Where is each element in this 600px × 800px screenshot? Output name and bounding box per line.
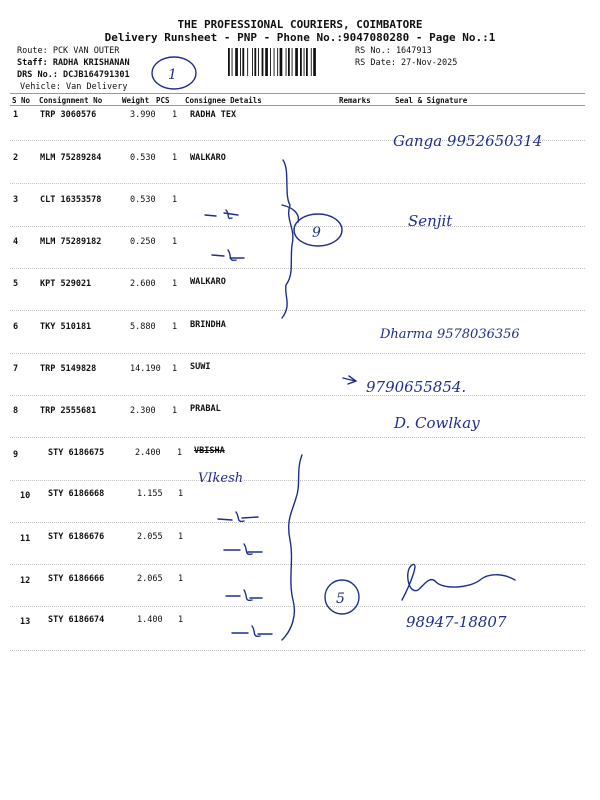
barcode-bar (286, 48, 287, 76)
staff-label: Staff: RADHA KRISHANAN (17, 58, 130, 68)
group1-count-text: 9 (312, 225, 321, 241)
row9-handwritten-name: VIkesh (198, 471, 244, 486)
row-divider (10, 183, 585, 184)
company-title: THE PROFESSIONAL COURIERS, COIMBATORE (177, 18, 423, 31)
signature-row12 (402, 564, 515, 600)
barcode-bar (313, 48, 316, 76)
row-weight: 2.400 (135, 448, 161, 458)
row-divider (10, 480, 585, 481)
barcode-bar (292, 48, 293, 76)
barcode-bar (277, 48, 278, 76)
ditto-mark (224, 544, 262, 554)
row-pcs: 1 (178, 489, 184, 499)
row-pcs: 1 (177, 448, 183, 458)
barcode-bar (262, 48, 264, 76)
barcode-bar (295, 48, 298, 76)
row-sno: 8 (13, 406, 19, 416)
row-pcs: 1 (172, 153, 178, 163)
barcode-bar (240, 48, 241, 76)
row-divider (10, 564, 585, 565)
row-consignment: TRP 5149828 (40, 364, 97, 374)
ditto-mark (218, 512, 258, 521)
row-consignee: PRABAL (190, 404, 221, 414)
barcode-bar (280, 48, 283, 76)
row-consignment: CLT 16353578 (40, 195, 102, 205)
row-consignment: KPT 529021 (40, 279, 92, 289)
row-sno: 7 (13, 364, 19, 374)
row3-signature: Senjit (408, 212, 453, 230)
row-consignment: STY 6186676 (48, 532, 105, 542)
col-header-pcs: PCS (156, 96, 170, 105)
row-divider (10, 522, 585, 523)
col-header-sno: S No (12, 96, 31, 105)
barcode-bar (274, 48, 275, 76)
row-divider (10, 437, 585, 438)
row-consignee: SUWI (190, 362, 211, 372)
row-weight: 5.880 (130, 322, 156, 332)
brace-tick (282, 205, 298, 222)
row-pcs: 1 (172, 237, 178, 247)
row-weight: 1.400 (137, 615, 163, 625)
row-consignment: STY 6186675 (48, 448, 105, 458)
row-consignment: TRP 2555681 (40, 406, 97, 416)
row-consignee: VBISHA (194, 446, 225, 456)
row-consignment: MLM 75289182 (40, 237, 102, 247)
row-sno: 2 (13, 153, 19, 163)
ditto-mark (205, 210, 238, 218)
group2-count-text: 5 (336, 591, 345, 607)
row-weight: 0.530 (130, 153, 156, 163)
row-pcs: 1 (172, 364, 178, 374)
vehicle-label: Vehicle: Van Delivery (20, 82, 128, 92)
row13-phone: 98947-18807 (406, 613, 507, 631)
row-divider (10, 310, 585, 311)
barcode-image (228, 48, 352, 76)
row-weight: 0.250 (130, 237, 156, 247)
row-consignment: STY 6186666 (48, 574, 105, 584)
row-sno: 5 (13, 279, 19, 289)
row-sno: 1 (13, 110, 19, 120)
barcode-bar (247, 48, 248, 76)
row-divider (10, 606, 585, 607)
header-rule-bottom (10, 105, 585, 106)
row-consignment: TKY 510181 (40, 322, 92, 332)
row-pcs: 1 (172, 279, 178, 289)
header-rule-top (10, 93, 585, 94)
row-pcs: 1 (172, 195, 178, 205)
brace-group-2 (282, 455, 302, 640)
row-sno: 10 (20, 491, 31, 501)
arrow-mark (343, 376, 356, 384)
row-consignee: RADHA TEX (190, 110, 237, 120)
runsheet-subtitle: Delivery Runsheet - PNP - Phone No.:9047080280 - Page No.:1 (104, 31, 496, 44)
barcode-bar (265, 48, 268, 76)
row-divider (10, 650, 585, 651)
row1-signature: Ganga 9952650314 (393, 132, 543, 150)
row-divider (10, 140, 585, 141)
barcode-bar (235, 48, 238, 76)
row-sno: 6 (13, 322, 19, 332)
row-consignment: STY 6186674 (48, 615, 105, 625)
route-label: Route: PCK VAN OUTER (17, 46, 120, 56)
barcode-bar (288, 48, 290, 76)
row-weight: 2.600 (130, 279, 156, 289)
row-weight: 1.155 (137, 489, 163, 499)
row-sno: 9 (13, 450, 19, 460)
ditto-mark (226, 590, 262, 600)
row-sno: 3 (13, 195, 19, 205)
barcode-bar (270, 48, 271, 76)
col-header-consignment: Consignment No (39, 96, 103, 105)
row-divider (10, 226, 585, 227)
col-header-seal: Seal & Signature (395, 96, 468, 105)
ditto-mark (212, 250, 244, 260)
barcode-bar (232, 48, 233, 76)
row6-signature: Dharma 9578036356 (380, 327, 520, 342)
row-sno: 4 (13, 237, 19, 247)
row-consignment: STY 6186668 (48, 489, 105, 499)
barcode-bar (258, 48, 259, 76)
barcode-bar (228, 48, 230, 76)
row-consignee: BRINDHA (190, 320, 226, 330)
group2-count-circle (325, 580, 359, 614)
barcode-bar (242, 48, 244, 76)
rs-number: RS No.: 1647913 (355, 46, 432, 56)
row-pcs: 1 (178, 615, 184, 625)
row-weight: 14.190 (130, 364, 161, 374)
page-number-circle (152, 57, 196, 89)
row-divider (10, 395, 585, 396)
row-weight: 2.065 (137, 574, 163, 584)
group1-count-circle (294, 214, 342, 246)
row-sno: 12 (20, 576, 31, 586)
row-weight: 2.055 (137, 532, 163, 542)
row-pcs: 1 (172, 110, 178, 120)
barcode-bar (300, 48, 302, 76)
rs-date: RS Date: 27-Nov-2025 (355, 58, 458, 68)
row-weight: 0.530 (130, 195, 156, 205)
row-divider (10, 268, 585, 269)
row-consignee: WALKARO (190, 153, 226, 163)
barcode-bar (252, 48, 253, 76)
row-pcs: 1 (172, 406, 178, 416)
row-sno: 13 (20, 617, 31, 627)
row-weight: 3.990 (130, 110, 156, 120)
drs-number: DRS No.: DCJB164791301 (17, 70, 130, 80)
barcode-bar (254, 48, 256, 76)
barcode-bar (304, 48, 305, 76)
col-header-consignee: Consignee Details (185, 96, 262, 105)
row-consignment: TRP 3060576 (40, 110, 97, 120)
row-divider (10, 353, 585, 354)
row8-signature: D. Cowlkay (394, 414, 480, 432)
row-sno: 11 (20, 534, 31, 544)
barcode-bar (306, 48, 308, 76)
col-header-remarks: Remarks (339, 96, 371, 105)
page-number-handwritten: 1 (168, 67, 177, 83)
row7-phone: 9790655854. (366, 378, 467, 396)
row-pcs: 1 (178, 574, 184, 584)
row-consignment: MLM 75289284 (40, 153, 102, 163)
ditto-mark (232, 626, 272, 636)
col-header-weight: Weight (122, 96, 150, 105)
row-pcs: 1 (172, 322, 178, 332)
row-consignee: WALKARO (190, 277, 226, 287)
row-pcs: 1 (178, 532, 184, 542)
row-weight: 2.300 (130, 406, 156, 416)
barcode-bar (311, 48, 312, 76)
